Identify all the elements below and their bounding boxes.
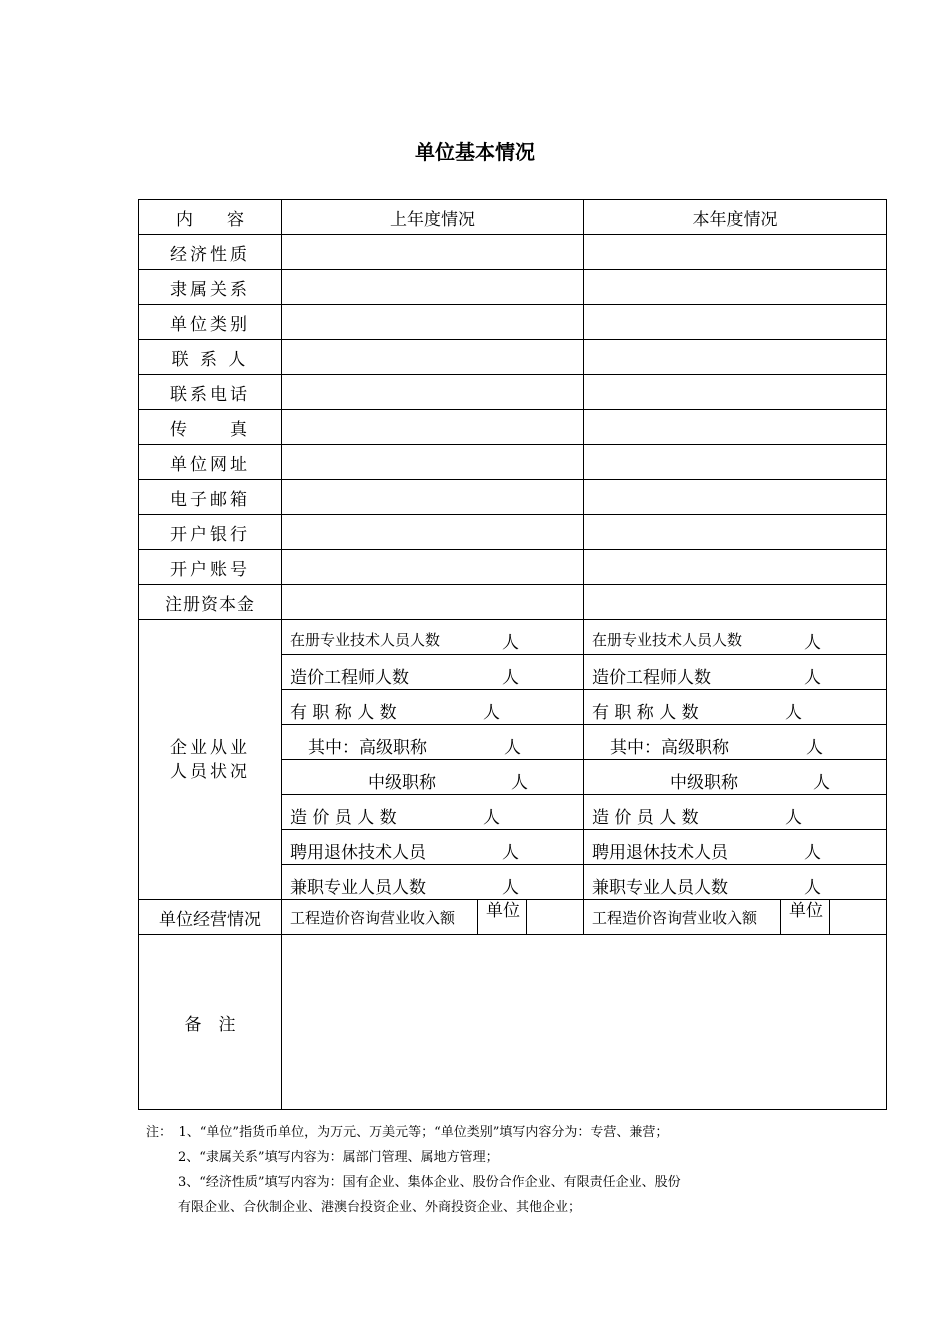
table-row [139, 410, 887, 445]
staff-item: 有 职 称 人 数 [592, 703, 699, 723]
page-title: 单位基本情况 [415, 140, 535, 164]
last-year-staff-field[interactable] [282, 725, 584, 760]
last-year-staff-field[interactable] [282, 620, 584, 655]
unit-label: 人 [813, 773, 830, 793]
this-year-field[interactable] [584, 550, 887, 585]
unit-label: 人 [806, 738, 823, 758]
last-year-staff-field[interactable] [282, 795, 584, 830]
note-line: 有限企业、合伙制企业、港澳台投资企业、外商投资企业、其他企业； [178, 1200, 582, 1215]
last-year-field[interactable] [282, 375, 584, 410]
row-label: 单位网址 [139, 445, 282, 480]
header-content: 内 容 [139, 200, 282, 235]
staff-label-line2: 人员状况 [170, 761, 250, 782]
this-year-staff-field[interactable] [584, 620, 887, 655]
operation-row [139, 900, 887, 935]
unit-label: 人 [502, 668, 519, 688]
last-year-field[interactable] [282, 270, 584, 305]
row-label: 单位类别 [139, 305, 282, 340]
currency-unit-label: 单位 [780, 900, 829, 934]
unit-label: 人 [502, 843, 519, 863]
staff-label-line1: 企业从业 [170, 737, 250, 758]
table-row [139, 480, 887, 515]
header-this-year: 本年度情况 [584, 200, 887, 235]
this-year-field[interactable] [584, 305, 887, 340]
staff-item: 中级职称 [368, 773, 436, 793]
table-row [139, 340, 887, 375]
last-year-field[interactable] [282, 445, 584, 480]
this-year-field[interactable] [584, 235, 887, 270]
unit-label: 人 [483, 703, 500, 723]
unit-label: 人 [483, 808, 500, 828]
unit-label: 人 [804, 633, 821, 653]
last-year-field[interactable] [282, 480, 584, 515]
unit-label: 人 [804, 878, 821, 898]
table-row [139, 445, 887, 480]
this-year-field[interactable] [584, 445, 887, 480]
this-year-staff-field[interactable] [584, 760, 887, 795]
last-year-field[interactable] [282, 410, 584, 445]
this-year-field[interactable] [584, 375, 887, 410]
table-row [139, 585, 887, 620]
table-row [139, 375, 887, 410]
unit-label: 人 [511, 773, 528, 793]
this-year-revenue-field[interactable] [829, 900, 886, 934]
last-year-staff-field[interactable] [282, 760, 584, 795]
remark-label: 备 注 [139, 935, 282, 1110]
row-label: 联系电话 [139, 375, 282, 410]
remark-row [139, 935, 887, 1110]
this-year-field[interactable] [584, 585, 887, 620]
last-year-staff-field[interactable] [282, 865, 584, 900]
last-year-staff-field[interactable] [282, 655, 584, 690]
unit-label: 人 [502, 878, 519, 898]
note-line: 3、“经济性质”填写内容为：国有企业、集体企业、股份合作企业、有限责任企业、股份 [178, 1175, 681, 1190]
table-row [139, 235, 887, 270]
table-row [139, 305, 887, 340]
operation-label: 单位经营情况 [139, 900, 282, 935]
last-year-field[interactable] [282, 585, 584, 620]
this-year-staff-field[interactable] [584, 690, 887, 725]
this-year-field[interactable] [584, 340, 887, 375]
table-row [139, 515, 887, 550]
this-year-staff-field[interactable] [584, 795, 887, 830]
staff-item: 在册专业技术人员人数 [592, 631, 743, 649]
staff-item: 中级职称 [670, 773, 738, 793]
staff-item: 其中：高级职称 [610, 738, 729, 758]
row-label: 电子邮箱 [139, 480, 282, 515]
table-header-row [139, 200, 887, 235]
staff-item: 在册专业技术人员人数 [290, 631, 441, 649]
note-line: 注： 1、“单位”指货币单位，为万元、万美元等；“单位类别”填写内容分为：专营、兼营； [146, 1125, 669, 1140]
staff-item: 聘用退休技术人员 [592, 843, 728, 863]
header-last-year: 上年度情况 [282, 200, 584, 235]
row-label: 隶属关系 [139, 270, 282, 305]
staff-label [139, 620, 282, 900]
last-year-field[interactable] [282, 305, 584, 340]
row-label: 开户账号 [139, 550, 282, 585]
staff-item: 造 价 员 人 数 [592, 808, 699, 828]
this-year-staff-field[interactable] [584, 830, 887, 865]
staff-item: 造价工程师人数 [592, 668, 711, 688]
staff-item: 造 价 员 人 数 [290, 808, 397, 828]
staff-item: 其中：高级职称 [308, 738, 427, 758]
last-year-staff-field[interactable] [282, 690, 584, 725]
this-year-staff-field[interactable] [584, 725, 887, 760]
row-label: 传 真 [139, 410, 282, 445]
remark-field[interactable] [282, 935, 887, 1110]
unit-label: 人 [502, 633, 519, 653]
revenue-label: 工程造价咨询营业收入额 [290, 909, 456, 927]
last-year-revenue-field[interactable] [526, 900, 583, 934]
staff-item: 兼职专业人员人数 [592, 878, 728, 898]
unit-label: 人 [785, 703, 802, 723]
staff-item: 兼职专业人员人数 [290, 878, 426, 898]
note-line: 2、“隶属关系”填写内容为：属部门管理、属地方管理； [178, 1150, 499, 1165]
this-year-field[interactable] [584, 270, 887, 305]
row-label: 经济性质 [139, 235, 282, 270]
table-row [139, 550, 887, 585]
this-year-field[interactable] [584, 515, 887, 550]
table-row [139, 270, 887, 305]
row-label: 开户银行 [139, 515, 282, 550]
info-table [138, 199, 887, 1110]
last-year-revenue-cell [282, 900, 584, 935]
staff-item: 造价工程师人数 [290, 668, 409, 688]
this-year-staff-field[interactable] [584, 655, 887, 690]
last-year-field[interactable] [282, 340, 584, 375]
this-year-revenue-cell [584, 900, 887, 935]
unit-label: 人 [804, 668, 821, 688]
this-year-staff-field[interactable] [584, 865, 887, 900]
staff-item: 有 职 称 人 数 [290, 703, 397, 723]
currency-unit-label: 单位 [477, 900, 526, 934]
this-year-field[interactable] [584, 410, 887, 445]
this-year-field[interactable] [584, 480, 887, 515]
last-year-field[interactable] [282, 515, 584, 550]
staff-row [139, 620, 887, 655]
last-year-field[interactable] [282, 550, 584, 585]
unit-label: 人 [804, 843, 821, 863]
row-label: 联 系 人 [139, 340, 282, 375]
unit-label: 人 [785, 808, 802, 828]
last-year-staff-field[interactable] [282, 830, 584, 865]
row-label: 注册资本金 [139, 585, 282, 620]
last-year-field[interactable] [282, 235, 584, 270]
staff-item: 聘用退休技术人员 [290, 843, 426, 863]
unit-label: 人 [504, 738, 521, 758]
notes [146, 1120, 681, 1220]
revenue-label: 工程造价咨询营业收入额 [592, 909, 758, 927]
